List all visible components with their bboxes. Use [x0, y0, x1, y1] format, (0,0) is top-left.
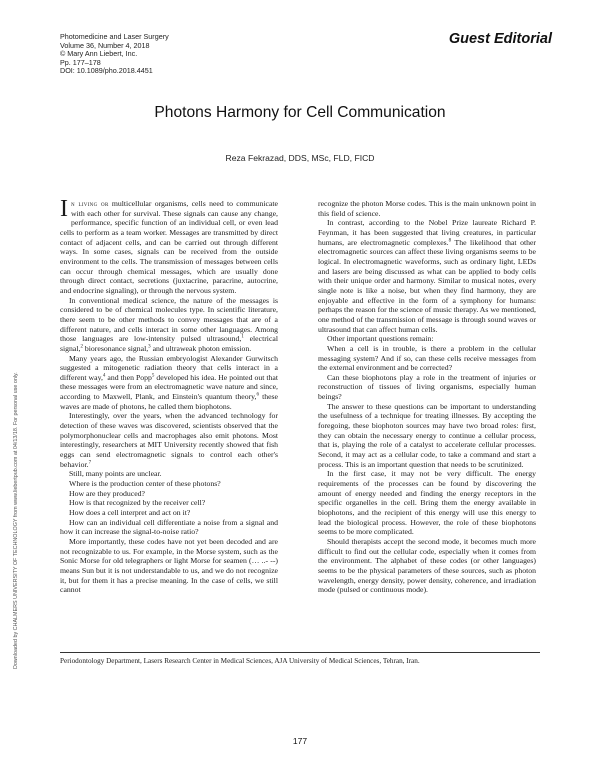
citation: 8 — [448, 238, 452, 244]
left-column — [60, 196, 279, 595]
paragraph: Can these biophotons play a role in the treatment of injuries or reconstruction of tissues of living organisms, especially human beings? — [318, 372, 536, 402]
paragraph-text: Many years ago, the Russian embryologist Alexander Gurwitsch suggested a mitogenetic radiation theory that cells interact in a different way, — [60, 353, 278, 382]
question-item: How is that recognized by the receiver cell? — [69, 498, 206, 508]
page-number: 177 — [292, 736, 308, 746]
paragraph: recognize the photon Morse codes. This is the main unknown point in this field of science. — [318, 199, 536, 218]
paragraph: More importantly, these codes have not yet been decoded and are not recognizable to us. For example, in the Morse system, such as the Sonic Morse for old telegraphers or light Morse for seamen (… ..- --) means Sun but it is not understandable to us, and we do not recognize it, but for them it has a precise meaning. In the case of cells, we still cannot — [60, 536, 278, 595]
citation: 6 — [256, 392, 259, 398]
paragraph: Should therapists accept the second mode, it becomes much more difficult to find out the cellular code, especially when it comes from the environment. The alphabet of these codes (or other languages) seems to be the physical parameters of these sources, such as photon wavelength, energy density, power density, coherence, and irradiation mode (pulsed or continuous mode). — [318, 536, 536, 595]
paragraph-text: electrical signal, — [60, 334, 278, 353]
footnote-divider — [60, 652, 540, 653]
copyright-line: © Mary Ann Liebert, Inc. — [60, 49, 138, 59]
paragraph-text: these waves are made of photons, he called them biophotons. — [60, 392, 278, 411]
download-side-note-text: Downloaded by CHALMERS UNIVERSITY OF TECHNOLOGY from www.liebertpub.com at 04/13/18. For personal use only. — [13, 372, 19, 669]
paragraph-text: In contrast, according to the Nobel Prize laureate Richard P. Feynman, it has been suggested that living creatures, in particular humans, are electromagnetic complexes. — [318, 218, 536, 247]
question-item: Where is the production center of these photons? — [69, 479, 221, 489]
citation: 5 — [151, 373, 155, 379]
paragraph: In the first case, it may not be very difficult. The energy requirements of the processes can be found by discovering the amount of energy needed and finding the energy receptors in the specific organelles in the cell. Bring them the energy available in biophotons, and the recipient of this energy will use this energy to lead the biological process. However, the role of these biophotons seems to be more complicated. — [318, 469, 536, 537]
citation: 4 — [102, 373, 106, 379]
paragraph-text: and ultraweak photon emission. — [150, 343, 252, 353]
download-side-note — [13, 205, 23, 675]
paragraph-text: The likelihood that other electromagnetic sources can affect these living organisms seems to be logical. In electromagnetic waveforms, such as ordinary light, LEDs and lasers are being discussed as what can be applied to body cells with their unique order and harmony. Similar to musical notes, every single note is like a noise, but when they find harmony, they are enjoyable and effective in the form of a symphony for humans: perhaps the reason for the science of music therapy. As we mentioned, one method of the transmission of message is through sound waves or ultrasound that can affect human cells. — [318, 237, 536, 334]
paragraph — [60, 411, 278, 469]
paragraph: Still, many points are unclear. — [69, 469, 162, 479]
author-affiliation: Periodontology Department, Lasers Research Center in Medical Sciences, AJA University of Medical Sciences, Tehran, Iran. — [60, 657, 420, 665]
paragraph — [318, 218, 536, 334]
question-item: How are they produced? — [69, 488, 145, 498]
citation: 2 — [80, 344, 83, 350]
paragraph — [60, 296, 278, 354]
paragraph-text: and then Popp — [105, 372, 152, 382]
paragraph: When a cell is in trouble, is there a problem in the cellular messaging system? And if so, can these cells receive messages from the external environment and be corrected? — [318, 343, 536, 373]
lead-in: n living or — [71, 199, 109, 208]
paragraph-text: developed his idea. He pointed out that these messages were from an electromagnetic wave nature and since, according to Maxwell, Plank, and Einstein's quantum theory, — [60, 372, 279, 402]
journal-name: Photomedicine and Laser Surgery — [60, 32, 169, 41]
section-label: Guest Editorial — [448, 31, 552, 47]
author-line: Reza Fekrazad, DDS, MSc, FLD, FICD — [225, 153, 375, 163]
paragraph: Other important questions remain: — [327, 334, 434, 344]
paragraph-text: multicellular organisms, cells need to communicate with each other for survival. These signals can cause any change, performance, specific function of an individual cell, or even lead cells to perform as a team worker. Messages are transmitted by direct contact of adjacent cells, and can be carried out through different ways. In some cases, signals can be received from the outside environment to the cells. The transmission of messages between cells can occur through chemical messages, which are usually done through direct contact, secretions (juxtacrine, paracrine, autocrine, and endocrine signaling), or through the nervous system. — [60, 199, 278, 295]
citation: 1 — [241, 334, 244, 340]
article-title: Photons Harmony for Cell Communication — [154, 104, 446, 121]
citation: 7 — [88, 460, 92, 466]
citation: 3 — [148, 344, 151, 350]
drop-cap: I — [60, 196, 68, 222]
paragraph-text: bioresonance signal, — [82, 343, 149, 353]
paragraph-text: Interestingly, over the years, when the advanced technology for detection of these waves was discovered, scientists observed that the polymorphonuclear cells and macrophages also emit photons. Most interestingly, researchers at MIT University recently showed that fish eggs can send electromagnetic signals to control each other's behavior. — [60, 411, 278, 469]
question-item: How does a cell interpret and act on it? — [69, 508, 191, 517]
journal-volume: Volume 36, Number 4, 2018 — [60, 40, 150, 50]
doi-line: DOI: 10.1089/pho.2018.4451 — [60, 66, 153, 76]
page-range: Pp. 177–178 — [60, 57, 101, 67]
paragraph — [60, 354, 278, 412]
paragraph — [60, 196, 278, 296]
journal-masthead — [60, 33, 300, 76]
paragraph-text: In conventional medical science, the nature of the messages is considered to be of chemical molecules type. In scientific literature, there seem to be other methods to convey messages that are of a different nature, and cells interact in some other languages. Among those languages are low-intensity pulsed ultrasound, — [60, 295, 278, 344]
question-item: How can an individual cell differentiate a noise from a signal and how it can increase the signal-to-noise ratio? — [60, 517, 278, 537]
right-column — [318, 199, 536, 595]
paragraph: The answer to these questions can be important to understanding the usefulness of a technique for treating illnesses. By accepting the foregoing, these biophoton sources may have two broad roles: first, they can obtain the necessary energy to continue a cellular process, that is, playing the role of a catalyst to accelerate cellular processes. Second, it may act as a cellular code, to take a command and start a process. This is an important question that needs to be scrutinized. — [318, 401, 536, 469]
